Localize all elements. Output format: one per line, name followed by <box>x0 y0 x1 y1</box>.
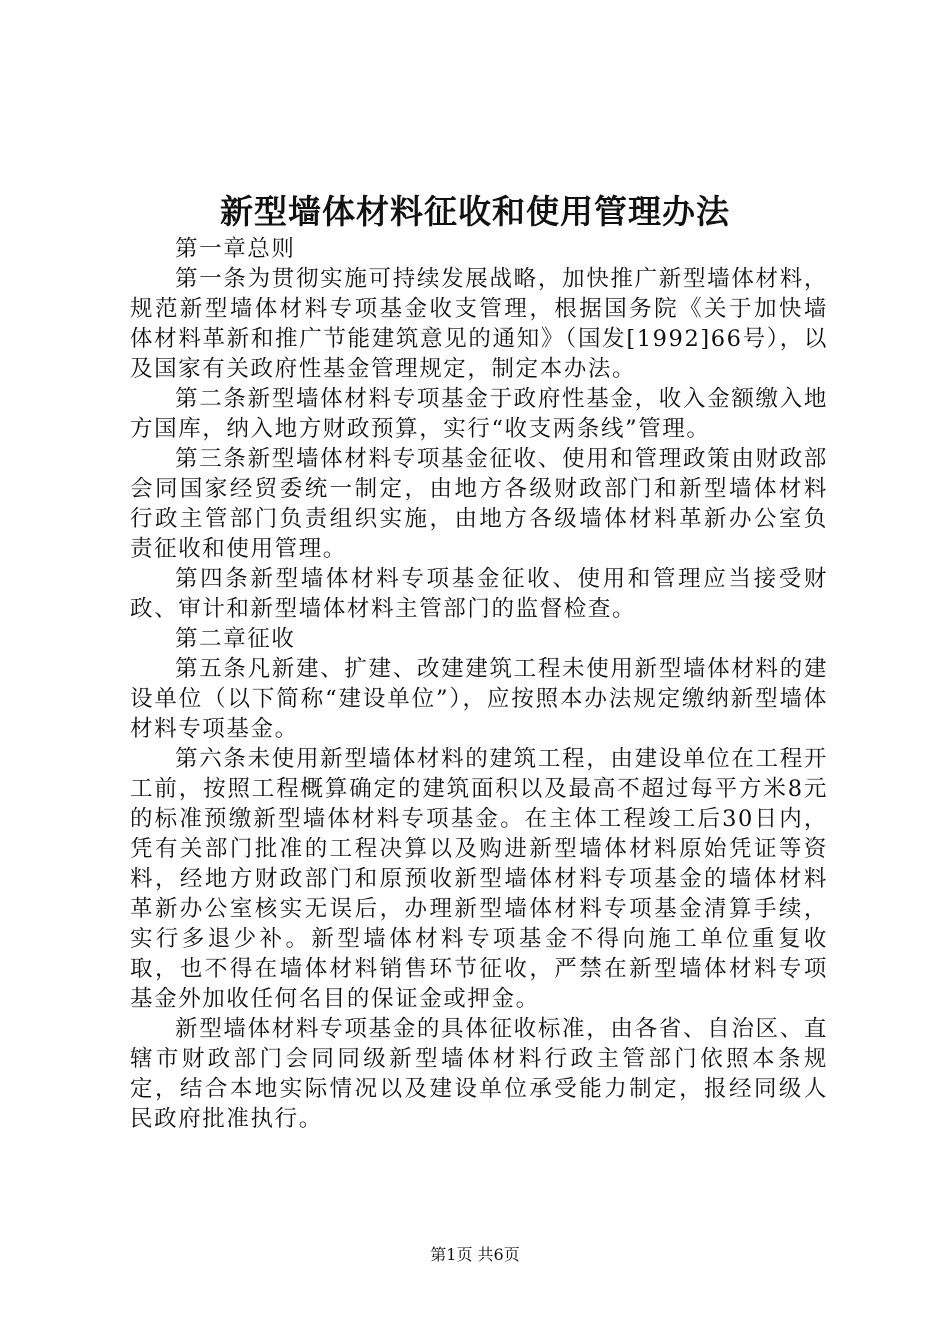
document-title: 新型墙体材料征收和使用管理办法 <box>220 192 730 231</box>
chapter-heading: 第二章征收 <box>175 626 296 652</box>
paragraph: 第一条为贯彻实施可持续发展战略，加快推广新型墙体材料，规范新型墙体材料专项基金收支管理，根据国务院《关于加快墙体材料革新和推广节能建筑意见的通知》（国发[1992]66号），以及国家有关政府性基金管理规定，制定本办法。 <box>130 266 828 382</box>
chapter-heading: 第一章总则 <box>175 236 296 262</box>
paragraph: 第四条新型墙体材料专项基金征收、使用和管理应当接受财政、审计和新型墙体材料主管部门的监督检查。 <box>130 566 828 622</box>
paragraph: 第五条凡新建、扩建、改建建筑工程未使用新型墙体材料的建设单位（以下简称“建设单位”），应按照本办法规定缴纳新型墙体材料专项基金。 <box>130 656 828 742</box>
paragraph: 第二条新型墙体材料专项基金于政府性基金，收入金额缴入地方国库，纳入地方财政预算，实行“收支两条线”管理。 <box>130 386 828 442</box>
paragraph: 第六条未使用新型墙体材料的建筑工程，由建设单位在工程开工前，按照工程概算确定的建筑面积以及最高不超过每平方米8元的标准预缴新型墙体材料专项基金。在主体工程竣工后30日内，凭有关部门批准的工程决算以及购进新型墙体材料原始凭证等资料，经地方财政部门和原预收新型墙体材料专项基金的墙体材料革新办公室核实无误后，办理新型墙体材料专项基金清算手续，实行多退少补。新型墙体材料专项基金不得向施工单位重复收取，也不得在墙体材料销售环节征收，严禁在新型墙体材料专项基金外加收任何名目的保证金或押金。 <box>130 746 828 1012</box>
paragraph: 第三条新型墙体材料专项基金征收、使用和管理政策由财政部会同国家经贸委统一制定，由地方各级财政部门和新型墙体材料行政主管部门负责组织实施，由地方各级墙体材料革新办公室负责征收和使用管理。 <box>130 446 828 562</box>
paragraph: 新型墙体材料专项基金的具体征收标准，由各省、自治区、直辖市财政部门会同同级新型墙体材料行政主管部门依照本条规定，结合本地实际情况以及建设单位承受能力制定，报经同级人民政府批准执行。 <box>130 1016 828 1132</box>
page-number-footer: 第1页 共6页 <box>430 1245 520 1264</box>
document-body <box>130 234 828 1134</box>
